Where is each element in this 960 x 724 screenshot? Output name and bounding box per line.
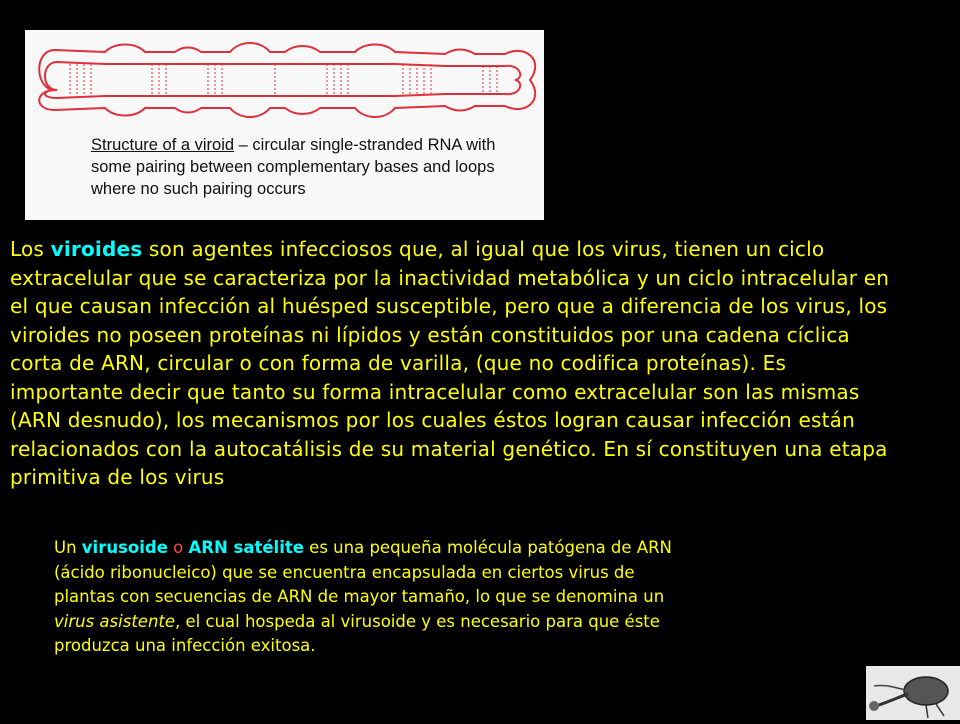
second-end: , el cual hospeda al virusoide y es necesario para que éste produzca una infección exitosa. [54, 611, 660, 655]
viroid-structure-diagram [25, 30, 544, 140]
figure-caption [91, 134, 511, 200]
viroid-definition-paragraph [10, 235, 890, 492]
decorative-thumbnail [866, 666, 960, 720]
second-lead: Un [54, 538, 82, 557]
keyword-viroides: viroides [50, 237, 143, 261]
keyword-arn-satelite: ARN satélite [188, 538, 304, 557]
main-lead: Los [10, 237, 51, 261]
caption-title: Structure of a viroid [91, 136, 235, 154]
caption-text: – circular single-stranded RNA with some pairing between complementary bases and loops where no such pairing occurs [91, 136, 496, 198]
italic-virus-asistente: virus asistente [54, 611, 176, 631]
viroid-figure [25, 30, 544, 220]
main-body: son agentes infecciosos que, al igual que los virus, tienen un ciclo extracelular que se caracteriza por la inactividad metabólica y un ciclo intracelular en el que causan infección al huésped susceptible, pero que a diferencia de los virus, los viroides no poseen proteínas ni lípidos y están constituidos por una cadena cíclica corta de ARN, circular o con forma de varilla, (que no codifica proteínas). Es importante decir que tanto su forma intracelular como extracelular son las mismas (ARN desnudo), los mecanismos por los cuales éstos logran causar infección están relacionados con la autocatálisis de su material genético. En sí constituyen una etapa primitiva de los virus [10, 237, 890, 489]
keyword-virusoide: virusoide [81, 538, 168, 557]
second-body: es una pequeña molécula patógena de ARN (ácido ribonucleico) que se encuentra encapsulada en ciertos virus de plantas con secuencias de ARN de mayor tamaño, lo que se denomina un [54, 538, 672, 606]
virusoid-definition-paragraph [54, 536, 694, 659]
connector-o: o [167, 538, 189, 557]
thumbnail-illustration [866, 666, 960, 720]
